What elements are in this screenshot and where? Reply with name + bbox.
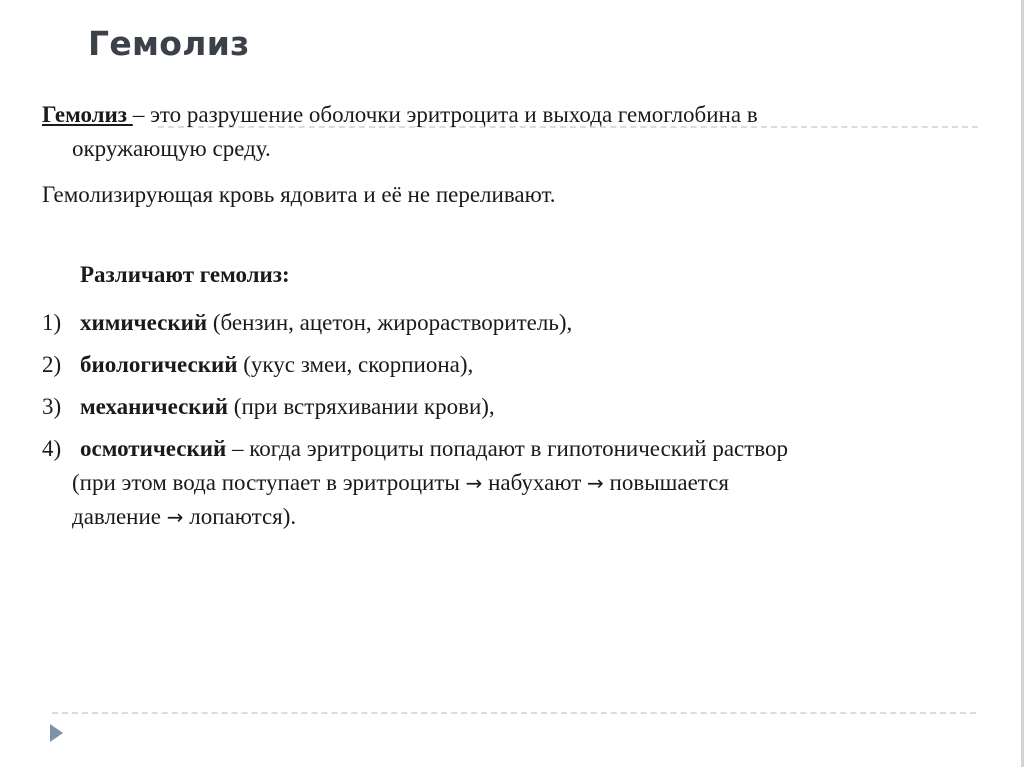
- divider-bottom: [52, 712, 976, 714]
- detail-fragment: набухают: [482, 470, 588, 495]
- type-detail-continued: [42, 500, 982, 534]
- list-number: 4): [42, 436, 62, 461]
- arrow-right-icon: →: [465, 471, 483, 495]
- note-paragraph: Гемолизирующая кровь ядовита и её не переливают.: [42, 182, 556, 207]
- list-item: [42, 432, 982, 534]
- list-number: 3): [42, 394, 62, 419]
- definition-term: Гемолиз: [42, 102, 133, 127]
- play-triangle-icon[interactable]: [50, 724, 63, 742]
- arrow-right-icon: →: [166, 505, 184, 529]
- type-detail: (при встряхивании крови),: [228, 394, 495, 419]
- definition-paragraph: [42, 98, 972, 166]
- detail-fragment: повышается: [603, 470, 729, 495]
- definition-text-continued: окружающую среду.: [72, 136, 271, 161]
- slide-title: Гемолиз: [88, 24, 250, 63]
- type-detail: – когда эритроциты попадают в гипотонический раствор: [226, 436, 788, 461]
- type-detail-continued: [42, 466, 982, 500]
- detail-fragment: давление: [72, 504, 167, 529]
- list-number: 2): [42, 352, 62, 377]
- list-item: [42, 306, 982, 340]
- type-name: химический: [80, 310, 208, 335]
- list-item: [42, 348, 982, 382]
- detail-fragment: лопаются).: [183, 504, 297, 529]
- type-detail: (бензин, ацетон, жирорастворитель),: [207, 310, 573, 335]
- hemolysis-types-list: [42, 306, 982, 542]
- type-name: биологический: [80, 352, 238, 377]
- types-subheading: Различают гемолиз:: [80, 262, 290, 287]
- definition-text: – это разрушение оболочки эритроцита и выхода гемоглобина в: [132, 102, 758, 127]
- type-name: осмотический: [80, 436, 227, 461]
- detail-fragment: (при этом вода поступает в эритроциты: [72, 470, 466, 495]
- type-detail: (укус змеи, скорпиона),: [237, 352, 474, 377]
- arrow-right-icon: →: [587, 471, 604, 495]
- type-name: механический: [80, 394, 229, 419]
- list-item: [42, 390, 982, 424]
- list-number: 1): [42, 310, 62, 335]
